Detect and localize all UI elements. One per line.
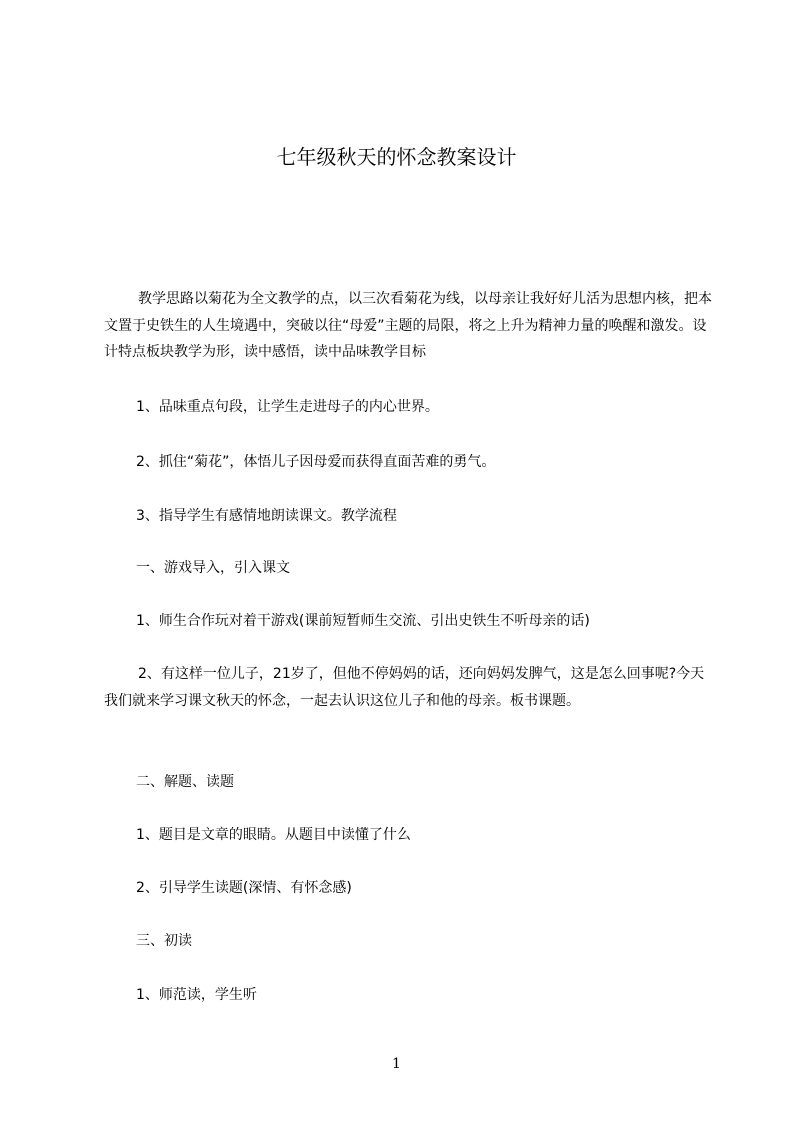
section-3-item-1: 1、师范读，学生听 [136,987,257,1003]
page-number: 1 [392,1056,401,1072]
section-1-item-2: 2、有这样一位儿子，21岁了，但他不停妈妈的话，还向妈妈发脾气，这是怎么回事呢?今天我们就来学习课文秋天的怀念，一起去认识这位儿子和他的母亲。板书课题。 [104,666,705,709]
teaching-goal-2: 2、抓住“菊花”，体悟儿子因母爱而获得直面苦难的勇气。 [136,454,496,470]
teaching-goal-1: 1、品味重点句段，让学生走进母子的内心世界。 [136,399,439,415]
page-title: 七年级秋天的怀念教案设计 [276,145,517,169]
section-2-item-1: 1、题目是文章的眼睛。从题目中读懂了什么 [136,827,411,843]
intro-paragraph: 教学思路以菊花为全文教学的点，以三次看菊花为线，以母亲让我好好儿活为思想内核，把本文置于史铁生的人生境遇中，突破以往“母爱”主题的局限，将之上升为精神力量的唤醒和激发。设计特点板块教学为形，读中感悟，读中品味教学目标 [104,291,712,360]
teaching-goal-3: 3、指导学生有感情地朗读课文。教学流程 [136,508,397,524]
section-2-heading: 二、解题、读题 [136,774,234,790]
section-3-heading: 三、初读 [136,933,192,949]
section-1-item-1: 1、师生合作玩对着干游戏(课前短暂师生交流、引出史铁生不听母亲的话) [136,613,590,629]
section-1-heading: 一、游戏导入，引入课文 [136,560,290,576]
section-2-item-2: 2、引导学生读题(深情、有怀念感) [136,880,352,896]
